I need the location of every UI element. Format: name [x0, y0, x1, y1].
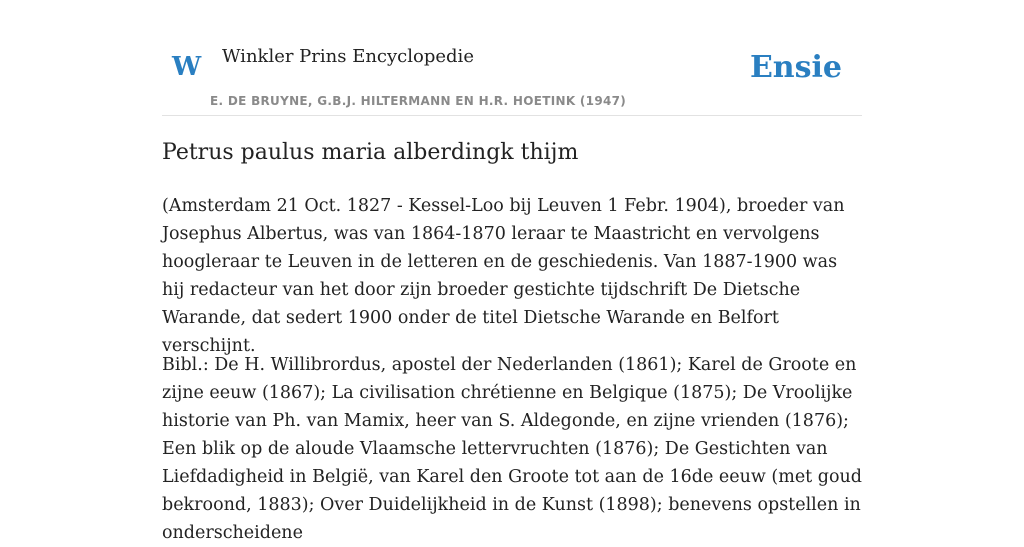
article-paragraph-bibliography: Bibl.: De H. Willibrordus, apostel der Nederlanden (1861); Karel de Groote en zijne eeuw (1867); La civilisation chrétienne en Belgique (1875); De Vroolijke historie van Ph. van Mamix, heer van S. Aldegonde, en zijne vrienden (1876); Een blik op de aloude Vlaamsche lettervruchten (1876); De Gestichten van Liefdadigheid in België, van Karel den Groote tot aan de 16de eeuw (met goud bekroond, 1883); Over Duidelijkheid in de Kunst (1898); benevens opstellen in onderscheidene: [162, 355, 862, 543]
article-paragraph: (Amsterdam 21 Oct. 1827 - Kessel-Loo bij Leuven 1 Febr. 1904), broeder van Josephus Albertus, was van 1864-1870 leraar te Maastricht en vervolgens hoogleraar te Leuven in de letteren en de geschiedenis. Van 1887-1900 was hij redacteur van het door zijn broeder gestichte tijdschrift De Dietsche Warande, dat sedert 1900 onder de titel Dietsche Warande en Belfort verschijnt.: [162, 196, 845, 356]
brand-logo-link[interactable]: Ensie: [749, 50, 842, 85]
source-authors: E. DE BRUYNE, G.B.J. HILTERMANN EN H.R. HOETINK (1947): [210, 94, 627, 108]
source-header: [162, 40, 862, 116]
source-title[interactable]: Winkler Prins Encyclopedie: [222, 46, 474, 67]
source-logo: W: [172, 52, 202, 82]
article-title: Petrus paulus maria alberdingk thijm: [162, 140, 579, 165]
